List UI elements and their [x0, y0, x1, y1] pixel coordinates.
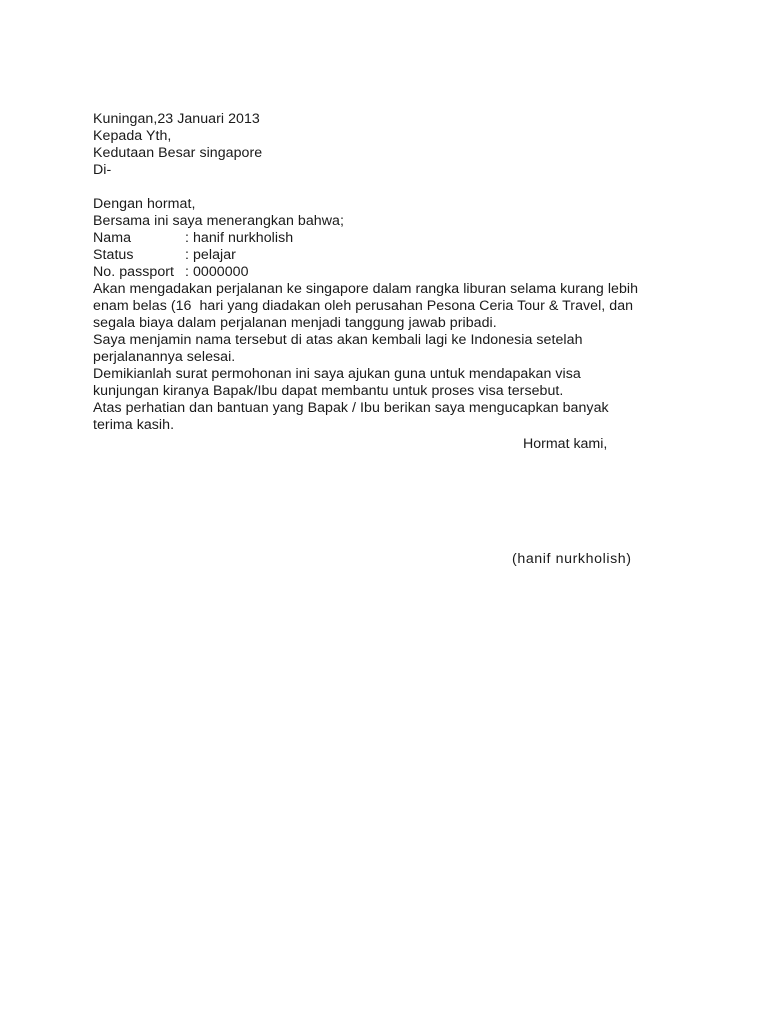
field-separator: : — [185, 264, 193, 280]
field-label: Status — [93, 247, 134, 263]
body-line: Atas perhatian dan bantuan yang Bapak / Ibu berikan saya mengucapkan banyak — [93, 400, 609, 416]
body-line: Saya menjamin nama tersebut di atas akan kembali lagi ke Indonesia setelah — [93, 332, 583, 348]
field-row-passport — [93, 264, 673, 281]
field-row-status — [93, 247, 673, 264]
body-line: segala biaya dalam perjalanan menjadi tanggung jawab pribadi. — [93, 315, 497, 331]
field-label: Nama — [93, 230, 132, 246]
body-line: Akan mengadakan perjalanan ke singapore dalam rangka liburan selama kurang lebih — [93, 281, 639, 297]
field-value: hanif nurkholish — [192, 230, 294, 246]
recipient-line: Kedutaan Besar singapore — [93, 145, 263, 161]
intro-line: Bersama ini saya menerangkan bahwa; — [93, 213, 344, 229]
field-row-nama — [93, 230, 673, 247]
letter-body — [93, 111, 673, 434]
place-date: Kuningan,23 Januari 2013 — [93, 111, 260, 127]
body-line: enam belas (16 hari yang diadakan oleh perusahan Pesona Ceria Tour & Travel, dan — [93, 298, 634, 314]
recipient-line: Kepada Yth, — [93, 128, 172, 144]
body-line: terima kasih. — [93, 417, 175, 433]
field-value: 0000000 — [192, 264, 249, 280]
closing: Hormat kami, — [523, 436, 608, 452]
field-separator: : — [185, 247, 193, 263]
field-separator: : — [185, 230, 193, 246]
signature-name: (hanif nurkholish) — [512, 551, 632, 567]
recipient-line: Di- — [93, 162, 112, 178]
blank-line — [93, 179, 673, 196]
field-value: pelajar — [192, 247, 236, 263]
body-line: Demikianlah surat permohonan ini saya ajukan guna untuk mendapakan visa — [93, 366, 581, 382]
field-label: No. passport — [93, 264, 175, 280]
salutation: Dengan hormat, — [93, 196, 196, 212]
body-line: perjalanannya selesai. — [93, 349, 236, 365]
body-line: kunjungan kiranya Bapak/Ibu dapat membantu untuk proses visa tersebut. — [93, 383, 564, 399]
